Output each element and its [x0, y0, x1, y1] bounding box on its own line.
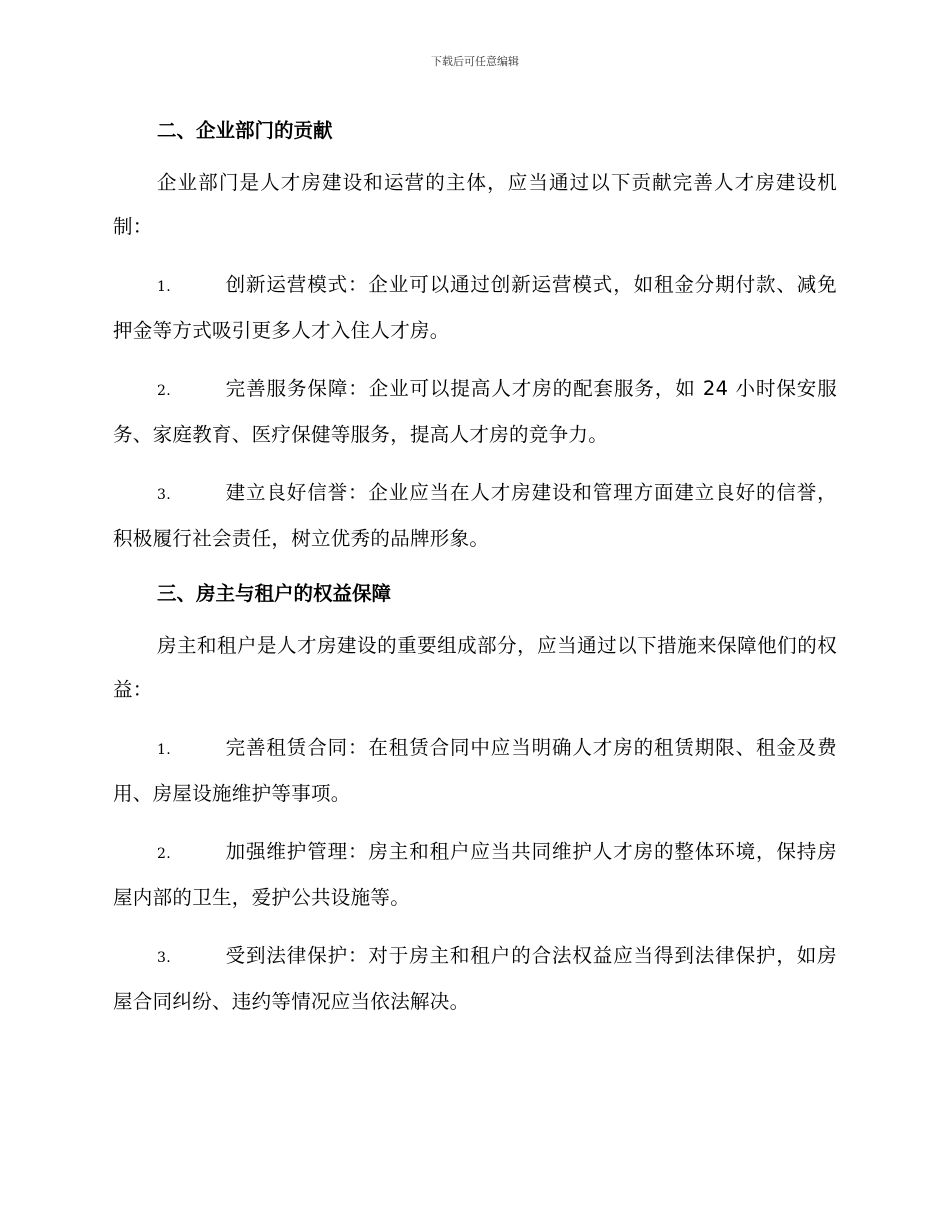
- spacer: [113, 613, 837, 624]
- list-item: [113, 367, 837, 457]
- list-item-number: 1.: [157, 279, 171, 295]
- list-item-text: 完善租赁合同：在租赁合同中应当明确人才房的租赁期限、租金及费用、房屋设施维护等事项。: [113, 736, 837, 805]
- list-item-number: 1.: [157, 742, 171, 758]
- section-intro: 房主和租户是人才房建设的重要组成部分，应当通过以下措施来保障他们的权益：: [113, 634, 837, 701]
- document-body: [113, 112, 837, 1024]
- list-item: [113, 726, 837, 816]
- spacer: [113, 249, 837, 263]
- list-item-number: 2.: [157, 846, 171, 862]
- list-item-text: 创新运营模式：企业可以通过创新运营模式，如租金分期付款、减免押金等方式吸引更多人才入住人才房。: [113, 273, 837, 342]
- list-item-number: 2.: [157, 383, 171, 399]
- list-item: [113, 830, 837, 920]
- list-item-text: 受到法律保护：对于房主和租户的合法权益应当得到法律保护，如房屋合同纠纷、违约等情况应当依法解决。: [113, 944, 837, 1013]
- spacer: [113, 816, 837, 830]
- section-heading: 三、房主与租户的权益保障: [157, 582, 392, 605]
- section-heading: 二、企业部门的贡献: [157, 119, 333, 142]
- spacer: [113, 150, 837, 161]
- list-item-text: 加强维护管理：房主和租户应当共同维护人才房的整体环境，保持房屋内部的卫生，爱护公共设施等。: [113, 840, 837, 909]
- spacer: [113, 561, 837, 575]
- list-item-number: 3.: [157, 950, 171, 966]
- list-item-number: 3.: [157, 487, 171, 503]
- list-item: [113, 263, 837, 353]
- list-item: [113, 934, 837, 1024]
- list-item-text: 建立良好信誉：企业应当在人才房建设和管理方面建立良好的信誉，积极履行社会责任，树立优秀的品牌形象。: [113, 481, 837, 550]
- spacer: [113, 712, 837, 726]
- list-item: [113, 471, 837, 561]
- section-intro: 企业部门是人才房建设和运营的主体，应当通过以下贡献完善人才房建设机制：: [113, 171, 837, 238]
- list-item-text: 完善服务保障：企业可以提高人才房的配套服务，如 24 小时保安服务、家庭教育、医疗保健等服务，提高人才房的竞争力。: [113, 377, 837, 446]
- spacer: [113, 353, 837, 367]
- spacer: [113, 457, 837, 471]
- page-header-note: 下载后可任意编辑: [431, 55, 519, 68]
- spacer: [113, 920, 837, 934]
